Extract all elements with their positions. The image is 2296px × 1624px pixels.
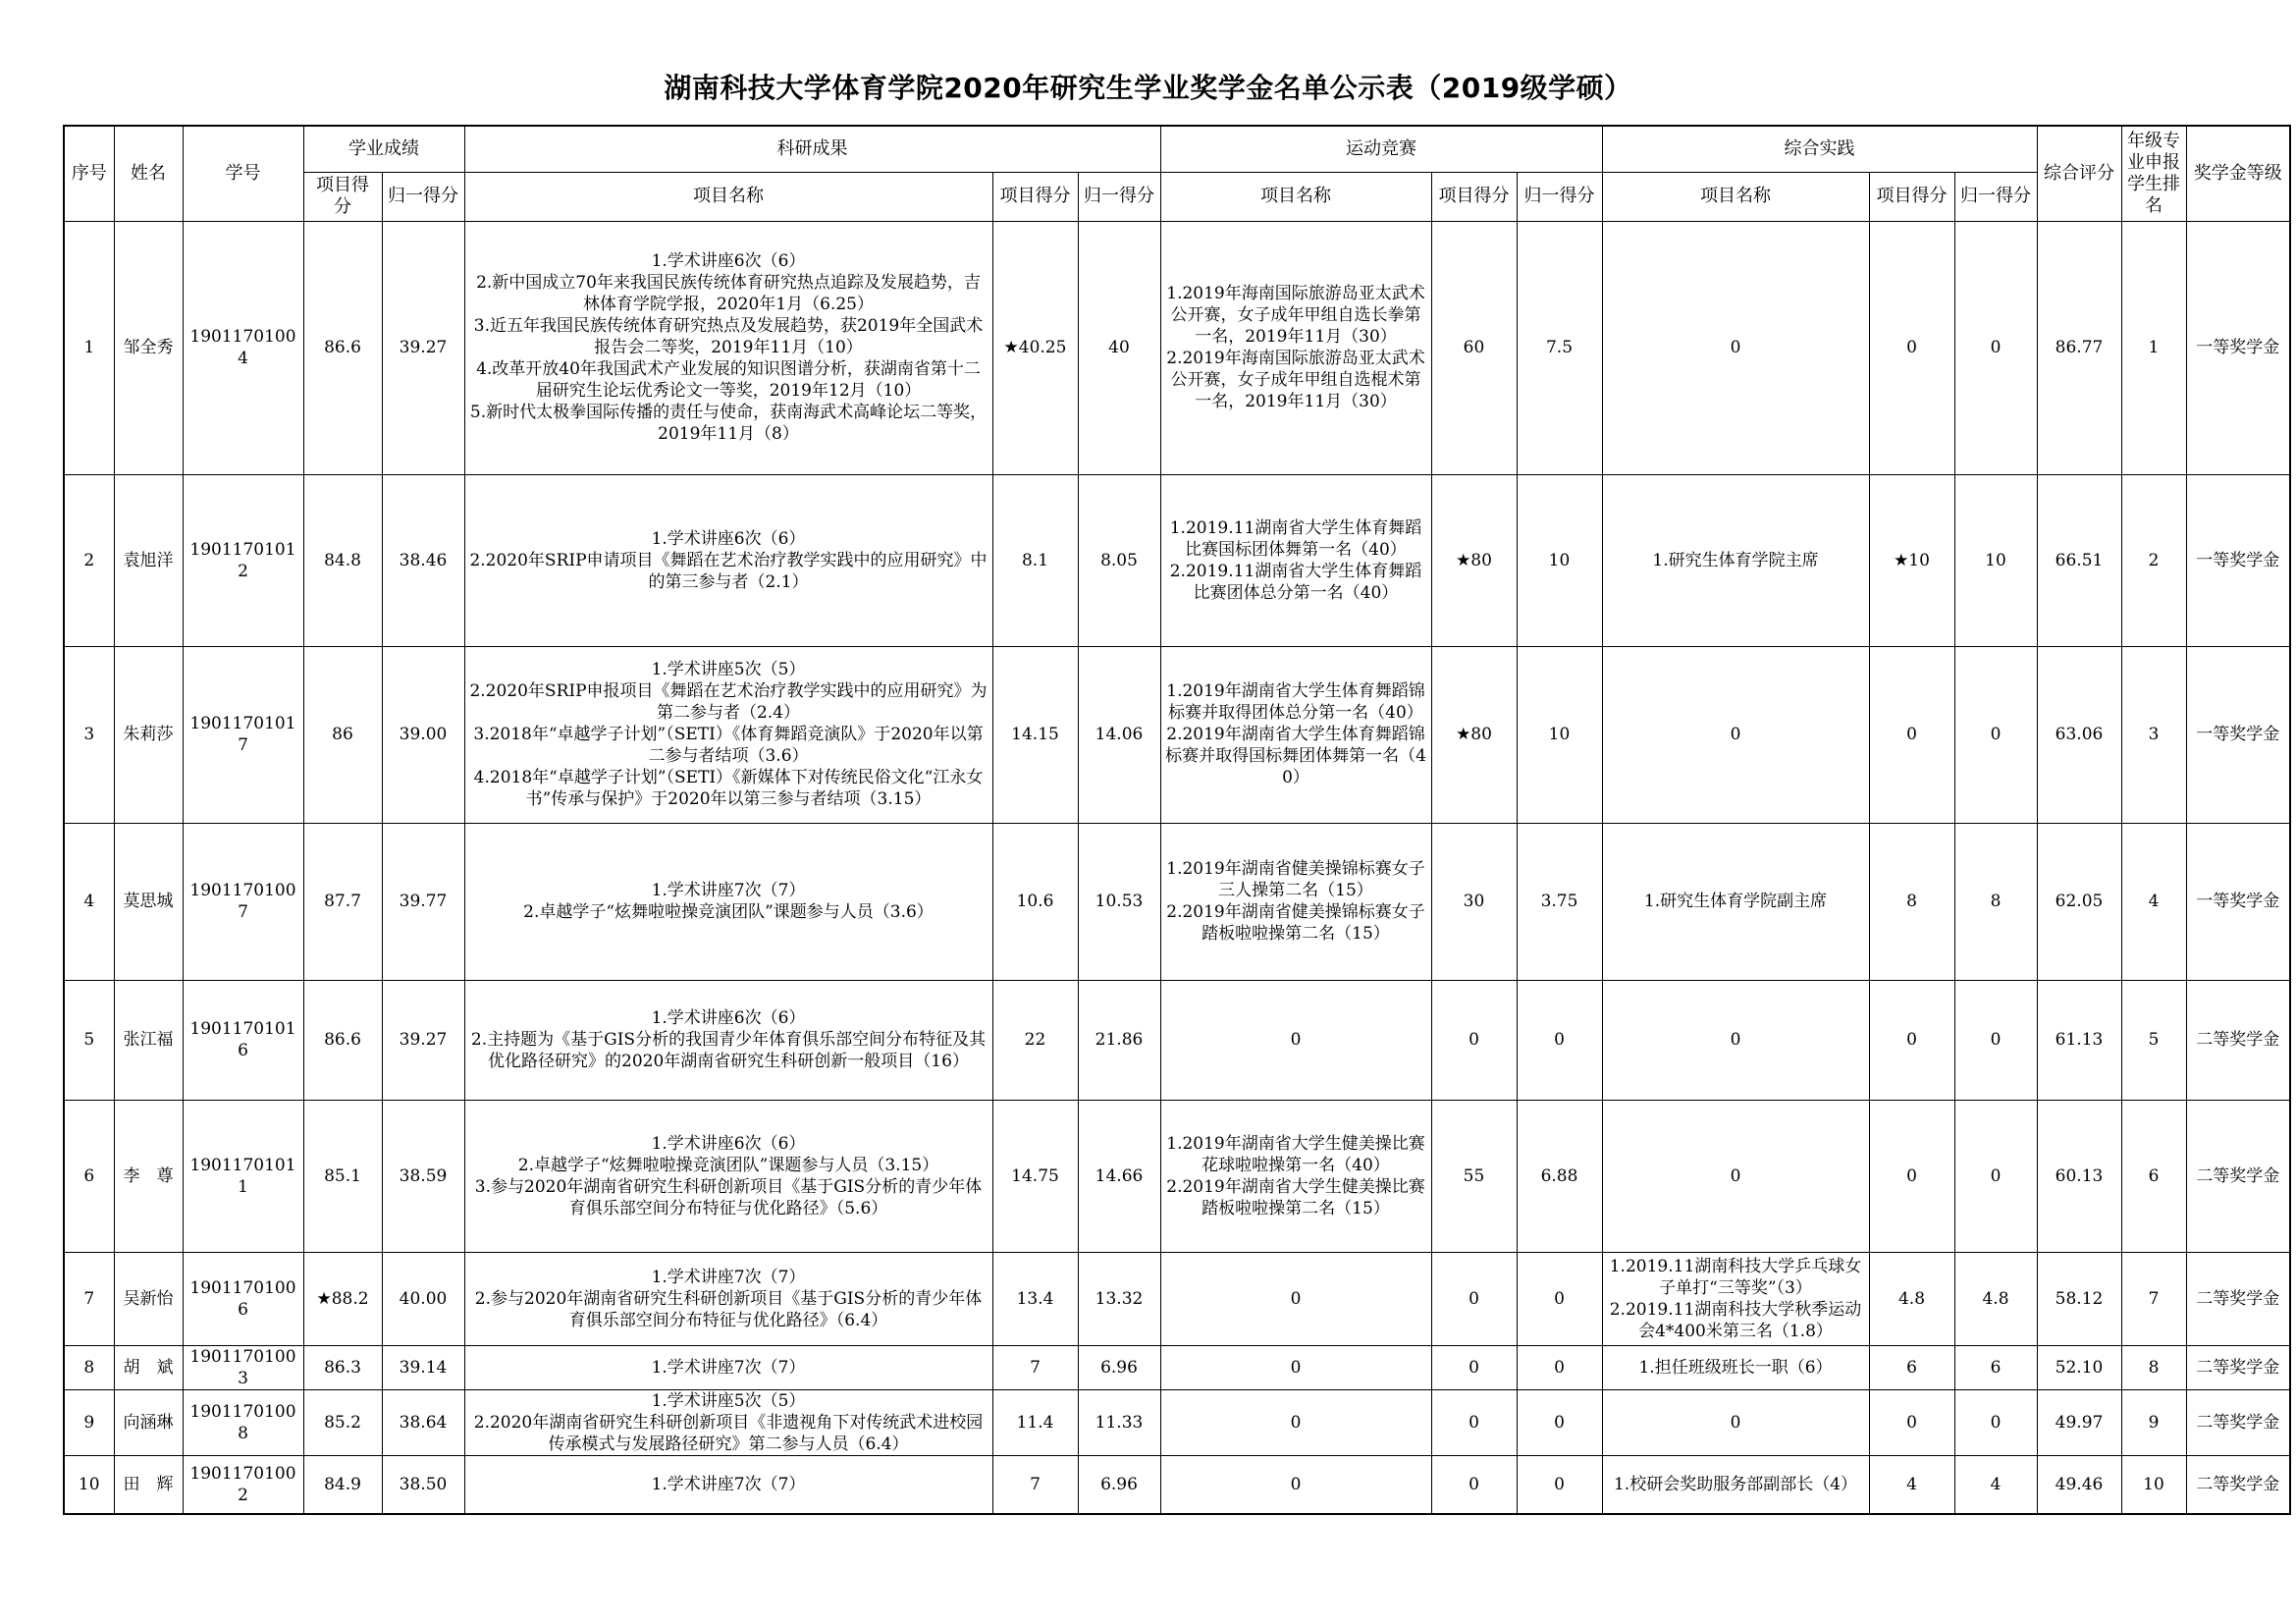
- sports-item-names-line: 2.2019.11湖南省大学生体育舞蹈比赛团体总分第一名（40）: [1169, 561, 1422, 603]
- academic-norm-score: 38.59: [382, 1100, 464, 1252]
- sports-item-score: 0: [1431, 1252, 1517, 1345]
- sports-item-score: 0: [1431, 1345, 1517, 1389]
- research-item-names-line: 3.参与2020年湖南省研究生科研创新项目《基于GIS分析的青少年体育俱乐部空间分布特征与优化路径》（5.6）: [474, 1176, 983, 1218]
- header-index: 序号: [64, 126, 114, 221]
- sports-item-score: 30: [1431, 823, 1517, 980]
- research-item-names-line: 1.学术讲座6次（6）: [651, 1133, 806, 1154]
- rank: 8: [2121, 1345, 2186, 1389]
- practice-item-names: [1602, 1100, 1869, 1252]
- header-practice-item-name: 项目名称: [1602, 172, 1869, 221]
- rank: 3: [2121, 646, 2186, 823]
- table-row: [64, 1345, 2290, 1389]
- scholarship-level: 一等奖学金: [2186, 474, 2290, 646]
- student-id: 19011701002: [183, 1455, 303, 1514]
- practice-item-names-line: 1.研究生体育学院主席: [1652, 550, 1819, 570]
- row-index: 6: [64, 1100, 114, 1252]
- student-name: 张江福: [114, 980, 183, 1100]
- research-item-names: [464, 1252, 992, 1345]
- research-item-names-line: 3.近五年我国民族传统体育研究热点及发展趋势，获2019年全国武术报告会二等奖，2019年11月（10）: [473, 316, 984, 357]
- research-item-score: 13.4: [992, 1252, 1078, 1345]
- practice-item-names: [1602, 1345, 1869, 1389]
- header-total: 综合评分: [2037, 126, 2121, 221]
- sports-item-names: [1160, 823, 1431, 980]
- row-index: 2: [64, 474, 114, 646]
- practice-item-names: [1602, 646, 1869, 823]
- student-id: 19011701007: [183, 823, 303, 980]
- practice-item-names-line: 1.担任班级班长一职（6）: [1638, 1357, 1833, 1378]
- header-sports-item-name: 项目名称: [1160, 172, 1431, 221]
- research-item-names-line: 1.学术讲座6次（6）: [651, 528, 806, 549]
- table-header: [64, 126, 2290, 221]
- practice-norm-score: 4: [1954, 1455, 2037, 1514]
- table-row: [64, 823, 2290, 980]
- research-norm-score: 21.86: [1078, 980, 1160, 1100]
- sports-item-names: [1160, 1252, 1431, 1345]
- research-norm-score: 14.66: [1078, 1100, 1160, 1252]
- header-research-item-name: 项目名称: [464, 172, 992, 221]
- practice-item-names-line: 0: [1730, 338, 1741, 357]
- sports-item-names-line: 0: [1290, 1288, 1302, 1309]
- practice-item-names: [1602, 221, 1869, 474]
- table-row: [64, 1252, 2290, 1345]
- practice-item-names-line: 1.校研会奖助服务部副部长（4）: [1613, 1474, 1858, 1494]
- academic-item-score: 85.2: [303, 1389, 382, 1455]
- sports-item-names-line: 1.2019年湖南省健美操锦标赛女子三人操第二名（15）: [1166, 859, 1425, 900]
- research-item-score: 11.4: [992, 1389, 1078, 1455]
- student-id: 19011701012: [183, 474, 303, 646]
- header-level: 奖学金等级: [2186, 126, 2290, 221]
- student-name: 吴新怡: [114, 1252, 183, 1345]
- academic-item-score: 87.7: [303, 823, 382, 980]
- research-item-score: ★40.25: [992, 221, 1078, 474]
- sports-item-score: 60: [1431, 221, 1517, 474]
- scholarship-level: 一等奖学金: [2186, 646, 2290, 823]
- row-index: 7: [64, 1252, 114, 1345]
- student-name: 邹全秀: [114, 221, 183, 474]
- page-title: 湖南科技大学体育学院2020年研究生学业奖学金名单公示表（2019级学硕）: [664, 72, 1632, 104]
- research-item-names-line: 2.新中国成立70年来我国民族传统体育研究热点追踪及发展趋势，吉林体育学院学报，2020年1月（6.25）: [476, 273, 981, 314]
- student-name: 李 尊: [114, 1100, 183, 1252]
- student-id: 19011701003: [183, 1345, 303, 1389]
- total-score: 62.05: [2037, 823, 2121, 980]
- research-item-score: 10.6: [992, 823, 1078, 980]
- sports-item-names-line: 0: [1290, 1474, 1302, 1494]
- sports-item-score: 0: [1431, 980, 1517, 1100]
- scholarship-level: 二等奖学金: [2186, 1345, 2290, 1389]
- research-norm-score: 13.32: [1078, 1252, 1160, 1345]
- row-index: 3: [64, 646, 114, 823]
- table-row: [64, 1455, 2290, 1514]
- research-norm-score: 10.53: [1078, 823, 1160, 980]
- research-item-names: [464, 980, 992, 1100]
- research-item-names-line: 2.参与2020年湖南省研究生科研创新项目《基于GIS分析的青少年体育俱乐部空间分布特征与优化路径》（6.4）: [474, 1288, 983, 1330]
- row-index: 10: [64, 1455, 114, 1514]
- research-item-names-line: 1.学术讲座6次（6）: [651, 1008, 806, 1028]
- practice-item-score: 0: [1869, 1389, 1954, 1455]
- table-row: [64, 221, 2290, 474]
- student-name: 向涵琳: [114, 1389, 183, 1455]
- header-research: 科研成果: [464, 126, 1160, 172]
- student-name: 胡 斌: [114, 1345, 183, 1389]
- sports-norm-score: 0: [1517, 1389, 1602, 1455]
- research-item-names-line: 2.2020年SRIP申报项目《舞蹈在艺术治疗教学实践中的应用研究》为第二参与者（2.4）: [469, 681, 988, 723]
- student-id: 19011701011: [183, 1100, 303, 1252]
- header-sports: 运动竞赛: [1160, 126, 1602, 172]
- header-research-norm-score: 归一得分: [1078, 172, 1160, 221]
- sports-norm-score: 6.88: [1517, 1100, 1602, 1252]
- header-research-item-score: 项目得分: [992, 172, 1078, 221]
- rank: 1: [2121, 221, 2186, 474]
- rank: 7: [2121, 1252, 2186, 1345]
- scholarship-level: 一等奖学金: [2186, 823, 2290, 980]
- research-item-score: 14.15: [992, 646, 1078, 823]
- header-rank: 年级专业申报学生排名: [2121, 126, 2186, 221]
- scholarship-table: [63, 125, 2291, 1515]
- practice-norm-score: 0: [1954, 646, 2037, 823]
- practice-item-score: 8: [1869, 823, 1954, 980]
- sports-norm-score: 10: [1517, 474, 1602, 646]
- practice-item-score: 6: [1869, 1345, 1954, 1389]
- sports-item-score: 0: [1431, 1455, 1517, 1514]
- scholarship-level: 二等奖学金: [2186, 1252, 2290, 1345]
- practice-item-names: [1602, 980, 1869, 1100]
- sports-item-names: [1160, 1345, 1431, 1389]
- student-id: 19011701006: [183, 1252, 303, 1345]
- sports-item-names: [1160, 980, 1431, 1100]
- practice-norm-score: 10: [1954, 474, 2037, 646]
- academic-item-score: 84.9: [303, 1455, 382, 1514]
- table-row: [64, 1389, 2290, 1455]
- row-index: 9: [64, 1389, 114, 1455]
- sports-item-names-line: 0: [1290, 1357, 1302, 1378]
- academic-norm-score: 39.77: [382, 823, 464, 980]
- research-item-names: [464, 823, 992, 980]
- research-item-names-line: 1.学术讲座5次（5）: [651, 1390, 806, 1411]
- total-score: 52.10: [2037, 1345, 2121, 1389]
- student-id: 19011701004: [183, 221, 303, 474]
- student-id: 19011701017: [183, 646, 303, 823]
- row-index: 5: [64, 980, 114, 1100]
- practice-item-names-line: 0: [1730, 1165, 1741, 1186]
- header-sports-norm-score: 归一得分: [1517, 172, 1602, 221]
- sports-item-names: [1160, 1100, 1431, 1252]
- academic-norm-score: 39.27: [382, 980, 464, 1100]
- research-item-names-line: 2.卓越学子“炫舞啦啦操竞演团队”课题参与人员（3.15）: [517, 1155, 939, 1175]
- practice-item-names: [1602, 1252, 1869, 1345]
- academic-item-score: 86: [303, 646, 382, 823]
- research-item-names-line: 4.2018年“卓越学子计划”（SETI）《新媒体下对传统民俗文化“江永女书”传承与保护》于2020年以第三参与者结项（3.15）: [473, 768, 984, 809]
- research-item-names-line: 1.学术讲座7次（7）: [651, 881, 806, 900]
- rank: 9: [2121, 1389, 2186, 1455]
- academic-item-score: 86.6: [303, 980, 382, 1100]
- student-id: 19011701016: [183, 980, 303, 1100]
- academic-norm-score: 39.00: [382, 646, 464, 823]
- scholarship-level: 一等奖学金: [2186, 221, 2290, 474]
- research-item-score: 22: [992, 980, 1078, 1100]
- student-name: 朱莉莎: [114, 646, 183, 823]
- sports-item-names: [1160, 1455, 1431, 1514]
- research-item-names-line: 1.学术讲座7次（7）: [651, 1474, 806, 1494]
- practice-item-names: [1602, 1389, 1869, 1455]
- sports-item-names-line: 1.2019年湖南省大学生体育舞蹈锦标赛并取得团体总分第一名（40）: [1166, 681, 1425, 723]
- research-norm-score: 6.96: [1078, 1455, 1160, 1514]
- research-item-names: [464, 474, 992, 646]
- table-row: [64, 474, 2290, 646]
- student-name: 莫思城: [114, 823, 183, 980]
- sports-item-names-line: 1.2019年湖南省大学生健美操比赛花球啦啦操第一名（40）: [1166, 1133, 1425, 1175]
- practice-norm-score: 8: [1954, 823, 2037, 980]
- sports-item-names: [1160, 221, 1431, 474]
- rank: 10: [2121, 1455, 2186, 1514]
- header-acad-item-score: 项目得分: [303, 172, 382, 221]
- practice-item-names-line: 2.2019.11湖南科技大学秋季运动会4*400米第三名（1.8）: [1609, 1299, 1862, 1341]
- sports-item-names: [1160, 474, 1431, 646]
- sports-item-names-line: 1.2019.11湖南省大学生体育舞蹈比赛国标团体舞第一名（40）: [1169, 517, 1422, 560]
- research-item-names-line: 4.改革开放40年我国武术产业发展的知识图谱分析，获湖南省第十二届研究生论坛优秀论文一等奖，2019年12月（10）: [476, 359, 981, 401]
- practice-norm-score: 0: [1954, 1100, 2037, 1252]
- total-score: 58.12: [2037, 1252, 2121, 1345]
- research-item-names-line: 2.卓越学子“炫舞啦啦操竞演团队”课题参与人员（3.6）: [523, 902, 934, 922]
- research-item-names-line: 2.2020年湖南省研究生科研创新项目《非遗视角下对传统武术进校园传承模式与发展路径研究》第二参与人员（6.4）: [473, 1412, 984, 1454]
- total-score: 86.77: [2037, 221, 2121, 474]
- research-norm-score: 8.05: [1078, 474, 1160, 646]
- research-item-score: 7: [992, 1345, 1078, 1389]
- sports-item-names-line: 0: [1290, 1412, 1302, 1433]
- practice-item-score: 0: [1869, 221, 1954, 474]
- header-practice: 综合实践: [1602, 126, 2037, 172]
- student-name: 袁旭洋: [114, 474, 183, 646]
- practice-item-names-line: 0: [1730, 725, 1741, 744]
- sports-item-names: [1160, 1389, 1431, 1455]
- header-practice-item-score: 项目得分: [1869, 172, 1954, 221]
- sports-item-names-line: 2.2019年湖南省大学生体育舞蹈锦标赛并取得国标舞团体舞第一名（40）: [1165, 725, 1426, 787]
- student-name: 田 辉: [114, 1455, 183, 1514]
- scholarship-level: 二等奖学金: [2186, 1389, 2290, 1455]
- research-item-names: [464, 1100, 992, 1252]
- research-item-names: [464, 1345, 992, 1389]
- rank: 6: [2121, 1100, 2186, 1252]
- practice-item-names-line: 0: [1730, 1412, 1741, 1433]
- total-score: 63.06: [2037, 646, 2121, 823]
- total-score: 61.13: [2037, 980, 2121, 1100]
- research-item-names-line: 5.新时代太极拳国际传播的责任与使命，获南海武术高峰论坛二等奖，2019年11月（8）: [469, 403, 988, 444]
- sports-item-score: ★80: [1431, 646, 1517, 823]
- table-row: [64, 646, 2290, 823]
- research-item-names-line: 1.学术讲座7次（7）: [651, 1357, 806, 1378]
- research-item-names-line: 1.学术讲座5次（5）: [651, 660, 806, 679]
- practice-norm-score: 4.8: [1954, 1252, 2037, 1345]
- academic-item-score: ★88.2: [303, 1252, 382, 1345]
- scholarship-level: 二等奖学金: [2186, 1455, 2290, 1514]
- practice-item-score: 0: [1869, 1100, 1954, 1252]
- academic-norm-score: 40.00: [382, 1252, 464, 1345]
- sports-item-names-line: 0: [1290, 1030, 1302, 1050]
- sports-item-names-line: 2.2019年海南国际旅游岛亚太武术公开赛，女子成年甲组自选棍术第一名，2019年11月（30）: [1166, 349, 1425, 411]
- total-score: 49.97: [2037, 1389, 2121, 1455]
- academic-item-score: 85.1: [303, 1100, 382, 1252]
- research-item-names: [464, 646, 992, 823]
- header-academic: 学业成绩: [303, 126, 464, 172]
- total-score: 66.51: [2037, 474, 2121, 646]
- sports-norm-score: 0: [1517, 1345, 1602, 1389]
- total-score: 60.13: [2037, 1100, 2121, 1252]
- table-row: [64, 980, 2290, 1100]
- sports-item-names-line: 2.2019年湖南省大学生健美操比赛踏板啦啦操第二名（15）: [1166, 1176, 1425, 1218]
- research-item-score: 8.1: [992, 474, 1078, 646]
- table-body: [64, 221, 2290, 1514]
- sports-norm-score: 0: [1517, 980, 1602, 1100]
- research-item-names-line: 1.学术讲座6次（6）: [651, 251, 806, 271]
- sports-norm-score: 10: [1517, 646, 1602, 823]
- practice-item-names-line: 1.研究生体育学院副主席: [1643, 892, 1828, 911]
- header-student-id: 学号: [183, 126, 303, 221]
- header-acad-norm-score: 归一得分: [382, 172, 464, 221]
- research-norm-score: 14.06: [1078, 646, 1160, 823]
- header-practice-norm-score: 归一得分: [1954, 172, 2037, 221]
- practice-norm-score: 0: [1954, 1389, 2037, 1455]
- sports-item-score: 0: [1431, 1389, 1517, 1455]
- row-index: 1: [64, 221, 114, 474]
- research-item-names: [464, 1389, 992, 1455]
- rank: 5: [2121, 980, 2186, 1100]
- research-item-score: 14.75: [992, 1100, 1078, 1252]
- academic-norm-score: 39.27: [382, 221, 464, 474]
- practice-item-names-line: 1.2019.11湖南科技大学乒乓球女子单打“三等奖”（3）: [1609, 1256, 1862, 1298]
- academic-norm-score: 39.14: [382, 1345, 464, 1389]
- research-item-names: [464, 221, 992, 474]
- research-item-names: [464, 1455, 992, 1514]
- rank: 4: [2121, 823, 2186, 980]
- academic-norm-score: 38.50: [382, 1455, 464, 1514]
- academic-item-score: 86.6: [303, 221, 382, 474]
- academic-item-score: 84.8: [303, 474, 382, 646]
- research-item-names-line: 3.2018年“卓越学子计划”（SETI）《体育舞蹈竞演队》于2020年以第二参与者结项（3.6）: [473, 725, 984, 766]
- practice-item-score: 0: [1869, 980, 1954, 1100]
- practice-norm-score: 0: [1954, 221, 2037, 474]
- sports-item-names-line: 1.2019年海南国际旅游岛亚太武术公开赛，女子成年甲组自选长拳第一名，2019年11月（30）: [1166, 284, 1425, 347]
- practice-item-names-line: 0: [1730, 1030, 1741, 1050]
- research-item-names-line: 2.主持题为《基于GIS分析的我国青少年体育俱乐部空间分布特征及其优化路径研究》的2020年湖南省研究生科研创新一般项目（16）: [470, 1030, 987, 1071]
- academic-norm-score: 38.64: [382, 1389, 464, 1455]
- sports-item-score: ★80: [1431, 474, 1517, 646]
- sports-item-score: 55: [1431, 1100, 1517, 1252]
- row-index: 8: [64, 1345, 114, 1389]
- research-item-names-line: 2.2020年SRIP申请项目《舞蹈在艺术治疗教学实践中的应用研究》中的第三参与者（2.1）: [469, 550, 988, 592]
- practice-norm-score: 6: [1954, 1345, 2037, 1389]
- practice-item-score: 4.8: [1869, 1252, 1954, 1345]
- header-sports-item-score: 项目得分: [1431, 172, 1517, 221]
- academic-item-score: 86.3: [303, 1345, 382, 1389]
- practice-item-names: [1602, 474, 1869, 646]
- sports-norm-score: 3.75: [1517, 823, 1602, 980]
- scholarship-level: 二等奖学金: [2186, 1100, 2290, 1252]
- practice-item-score: ★10: [1869, 474, 1954, 646]
- sports-norm-score: 0: [1517, 1455, 1602, 1514]
- research-norm-score: 40: [1078, 221, 1160, 474]
- header-name: 姓名: [114, 126, 183, 221]
- practice-norm-score: 0: [1954, 980, 2037, 1100]
- sports-norm-score: 0: [1517, 1252, 1602, 1345]
- sports-norm-score: 7.5: [1517, 221, 1602, 474]
- research-norm-score: 11.33: [1078, 1389, 1160, 1455]
- practice-item-names: [1602, 823, 1869, 980]
- academic-norm-score: 38.46: [382, 474, 464, 646]
- table-row: [64, 1100, 2290, 1252]
- student-id: 19011701008: [183, 1389, 303, 1455]
- research-item-names-line: 1.学术讲座7次（7）: [651, 1267, 806, 1287]
- rank: 2: [2121, 474, 2186, 646]
- sports-item-names-line: 2.2019年湖南省健美操锦标赛女子踏板啦啦操第二名（15）: [1166, 902, 1425, 944]
- practice-item-score: 0: [1869, 646, 1954, 823]
- practice-item-score: 4: [1869, 1455, 1954, 1514]
- practice-item-names: [1602, 1455, 1869, 1514]
- row-index: 4: [64, 823, 114, 980]
- total-score: 49.46: [2037, 1455, 2121, 1514]
- research-norm-score: 6.96: [1078, 1345, 1160, 1389]
- sports-item-names: [1160, 646, 1431, 823]
- research-item-score: 7: [992, 1455, 1078, 1514]
- scholarship-level: 二等奖学金: [2186, 980, 2290, 1100]
